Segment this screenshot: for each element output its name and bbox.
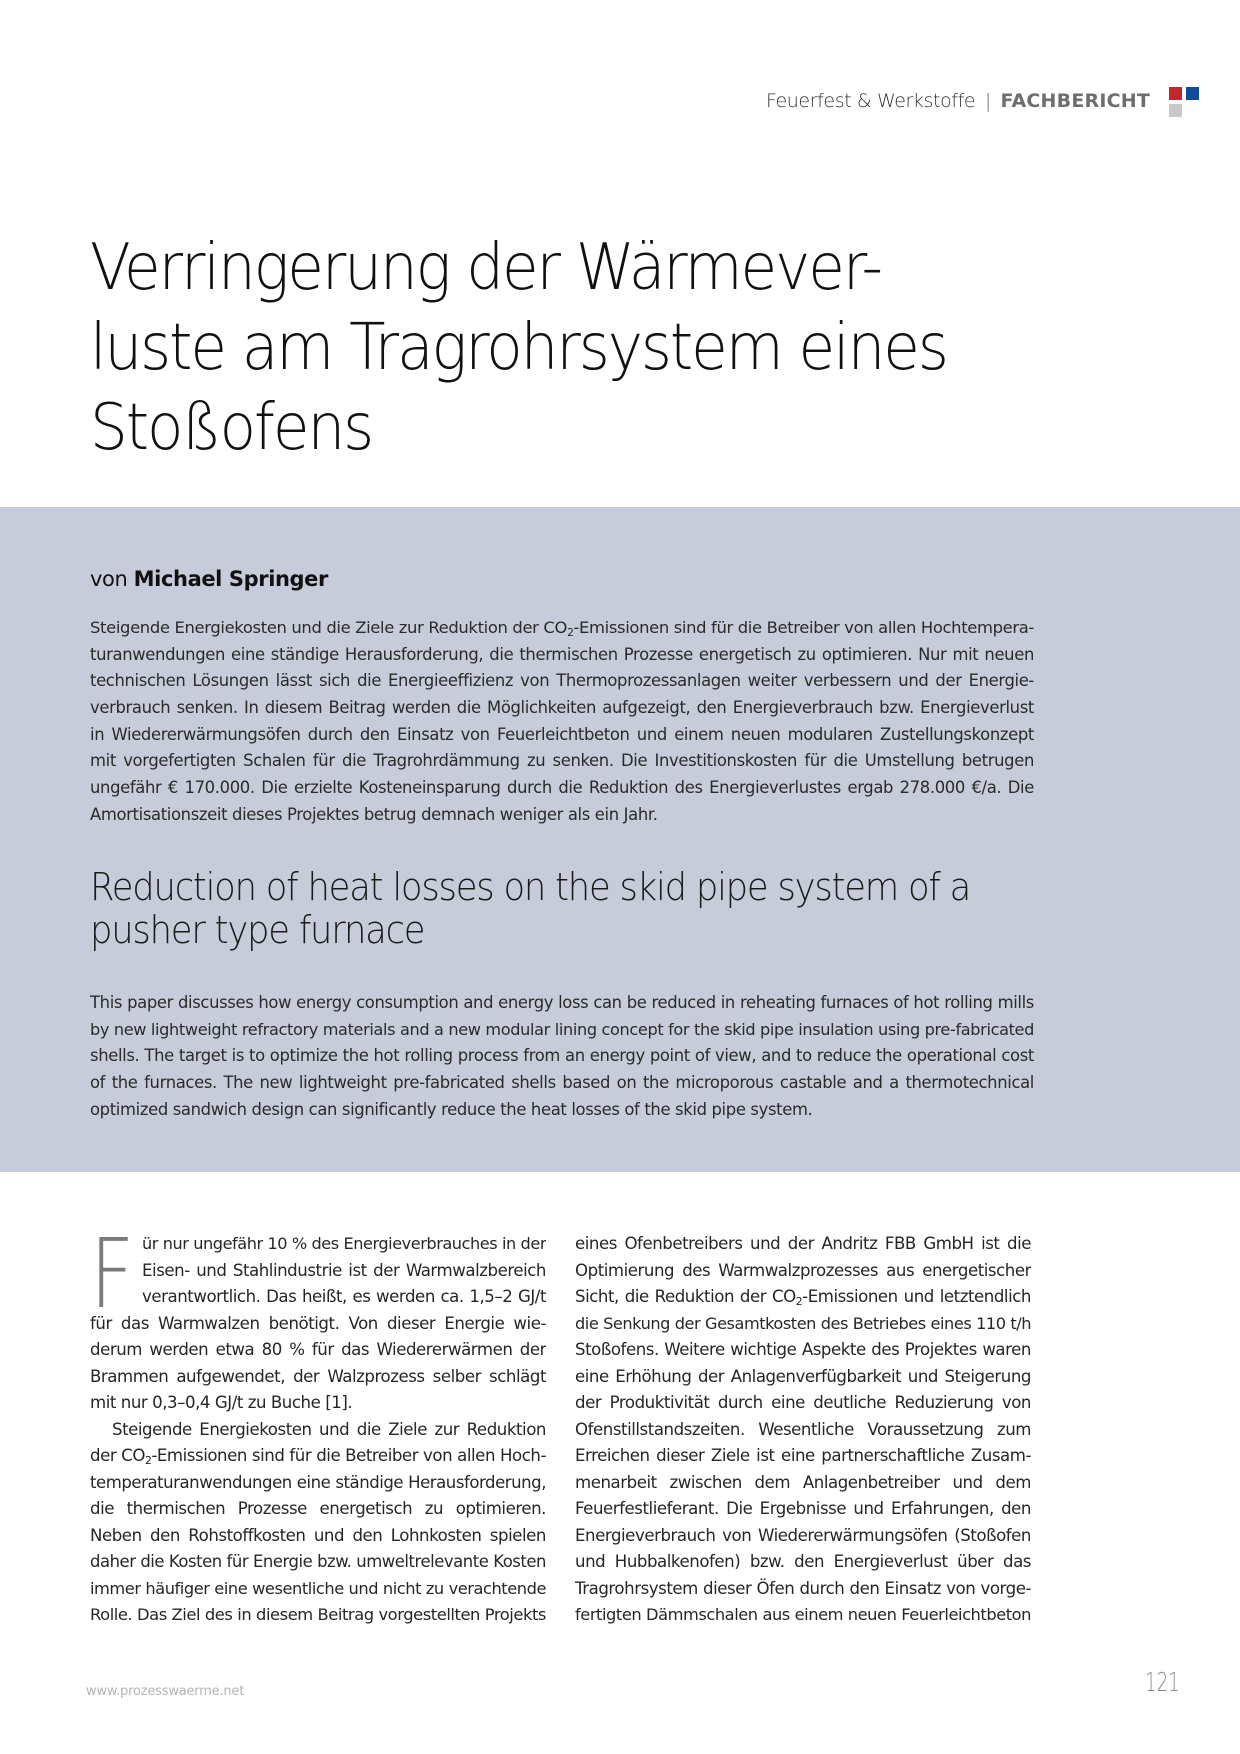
abstract-english — [90, 990, 1034, 1123]
body-column-left — [90, 1231, 546, 1629]
english-title — [90, 866, 1090, 952]
body-line: Ofenstillstandszeiten. Wesentliche Voraussetzung zum — [575, 1419, 1031, 1439]
logo-square-red-icon — [1169, 87, 1182, 100]
footer-url: www.prozesswaerme.net — [86, 1684, 245, 1699]
body-line: der Produktivität durch eine deutliche Reduzierung von — [575, 1393, 1031, 1412]
body-line: ür nur ungefähr 10 % des Energieverbrauches in der — [142, 1234, 546, 1253]
body-line: mit nur 0,3–0,4 GJ/t zu Buche [1]. — [90, 1393, 353, 1412]
article-type-label: FACHBERICHT — [1000, 90, 1150, 112]
body-line: Brammen aufgewendet, der Walzprozess selber schlägt — [90, 1366, 546, 1386]
text-run: -Emissionen und letztendlich — [802, 1287, 1031, 1306]
body-line: menarbeit zwischen dem Anlagenbetreiber und dem — [575, 1472, 1031, 1492]
abstract-line: optimized sandwich design can significantly reduce the heat losses of the skid pipe system. — [90, 1099, 813, 1119]
byline-prefix: von — [90, 567, 128, 591]
body-line: Rolle. Das Ziel des in diesem Beitrag vorgestellten Projekts — [90, 1605, 546, 1624]
abstract-line: of the furnaces. The new lightweight pre-fabricated shells based on the microporous castable and a thermotechnical — [90, 1073, 1034, 1093]
body-line: die Senkung der Gesamtkosten des Betriebes eines 110 t/h — [575, 1313, 1031, 1333]
drop-cap: F — [90, 1218, 135, 1330]
header-separator: | — [984, 90, 991, 112]
body-line — [90, 1443, 546, 1470]
logo-square-blue-icon — [1186, 87, 1199, 100]
abstract-line: turanwendungen eine ständige Herausforderung, die thermischen Prozesse energetisch zu optimieren. Nur mit neuen — [90, 644, 1034, 664]
abstract-line: ungefähr € 170.000. Die erzielte Kosteneinsparung durch die Reduktion des Energieverlustes ergab 278.000 €/a. Die — [90, 778, 1034, 798]
body-line: Feuerfestlieferant. Die Ergebnisse und Erfahrungen, den — [575, 1499, 1031, 1518]
abstract-line — [90, 615, 1034, 642]
body-line: derum werden etwa 80 % für das Wiedererwärmen der — [90, 1340, 546, 1359]
text-run: Steigende Energiekosten und die Ziele zur Reduktion der CO — [90, 618, 568, 637]
page-number: 121 — [1145, 1668, 1180, 1698]
body-line: Optimierung des Warmwalzprozesses aus energetischer — [575, 1260, 1031, 1280]
abstract-line: technischen Lösungen lässt sich die Energieeffizienz von Thermoprozessanlagen weiter verbessern und der Energie- — [90, 671, 1034, 691]
author-name: Michael Springer — [133, 567, 328, 591]
body-line: Steigende Energiekosten und die Ziele zur Reduktion — [112, 1419, 546, 1439]
subscript: 2 — [795, 1295, 803, 1309]
byline — [90, 566, 328, 592]
text-run: der CO — [90, 1446, 145, 1465]
body-line: temperaturanwendungen eine ständige Herausforderung, — [90, 1472, 546, 1492]
section-label: Feuerfest & Werkstoffe — [766, 90, 976, 112]
body-line: daher die Kosten für Energie bzw. umweltrelevante Kosten — [90, 1552, 546, 1571]
title-line: luste am Tragrohrsystem eines — [90, 311, 947, 385]
english-title-line: Reduction of heat losses on the skid pipe system of a — [90, 865, 971, 909]
running-header — [766, 88, 1150, 114]
body-line: eine Erhöhung der Anlagenverfügbarkeit und Steigerung — [575, 1366, 1031, 1386]
body-line: Energieverbrauch von Wiedererwärmungsöfen (Stoßofen — [575, 1525, 1031, 1545]
title-line: Stoßofens — [90, 391, 373, 465]
body-column-right — [575, 1231, 1031, 1629]
subscript: 2 — [144, 1454, 152, 1468]
body-line: immer häufiger eine wesentliche und nicht zu verachtende — [90, 1578, 546, 1598]
english-title-line: pusher type furnace — [90, 908, 425, 952]
body-line: für das Warmwalzen benötigt. Von dieser Energie wie- — [90, 1313, 546, 1333]
abstract-line: Amortisationszeit dieses Projektes betrug demnach weniger als ein Jahr. — [90, 804, 658, 824]
title-line: Verringerung der Wärmever- — [90, 231, 881, 305]
body-line: Eisen- und Stahlindustrie ist der Warmwalzbereich — [142, 1260, 546, 1280]
body-line: Tragrohrsystem dieser Öfen durch den Einsatz von vorge- — [575, 1578, 1031, 1598]
abstract-line: mit vorgefertigten Schalen für die Tragrohrdämmung zu senken. Die Investitionskosten für die Umstellung betrugen — [90, 751, 1034, 771]
logo-square-gray-icon — [1169, 104, 1182, 117]
text-run: -Emissionen sind für die Betreiber von allen Hochtempera- — [573, 618, 1034, 637]
body-line: verantwortlich. Das heißt, es werden ca. 1,5–2 GJ/t — [142, 1287, 546, 1306]
abstract-line: shells. The target is to optimize the hot rolling process from an energy point of view, and to reduce the operational cost — [90, 1046, 1034, 1066]
body-line: die thermischen Prozesse energetisch zu optimieren. — [90, 1499, 546, 1518]
body-line: fertigten Dämmschalen aus einem neuen Feuerleichtbeton — [575, 1605, 1031, 1624]
text-run: Sicht, die Reduktion der CO — [575, 1287, 796, 1306]
abstract-line: This paper discusses how energy consumption and energy loss can be reduced in reheating furnaces of hot rolling mills — [90, 993, 1034, 1012]
body-line: und Hubbalkenofen) bzw. den Energieverlust über das — [575, 1552, 1031, 1571]
body-line: Neben den Rohstoffkosten und den Lohnkosten spielen — [90, 1525, 546, 1545]
body-line: Stoßofens. Weitere wichtige Aspekte des Projektes waren — [575, 1340, 1031, 1359]
body-line — [575, 1284, 1031, 1311]
abstract-german — [90, 615, 1034, 829]
body-line: Erreichen dieser Ziele ist eine partnerschaftliche Zusam- — [575, 1446, 1031, 1465]
article-title — [90, 228, 1170, 468]
subscript: 2 — [567, 626, 574, 640]
abstract-line: in Wiedererwärmungsöfen durch den Einsatz von Feuerleichtbeton und einem neuen modularen Zustellungskonzept — [90, 724, 1034, 744]
abstract-line: verbrauch senken. In diesem Beitrag werden die Möglichkeiten aufgezeigt, den Energieverbrauch bzw. Energieverlust — [90, 698, 1034, 718]
abstract-line: by new lightweight refractory materials and a new modular lining concept for the skid pipe insulation using pre-fabricated — [90, 1019, 1034, 1039]
body-line: eines Ofenbetreibers und der Andritz FBB GmbH ist die — [575, 1234, 1031, 1253]
text-run: -Emissionen sind für die Betreiber von allen Hoch- — [151, 1446, 546, 1465]
